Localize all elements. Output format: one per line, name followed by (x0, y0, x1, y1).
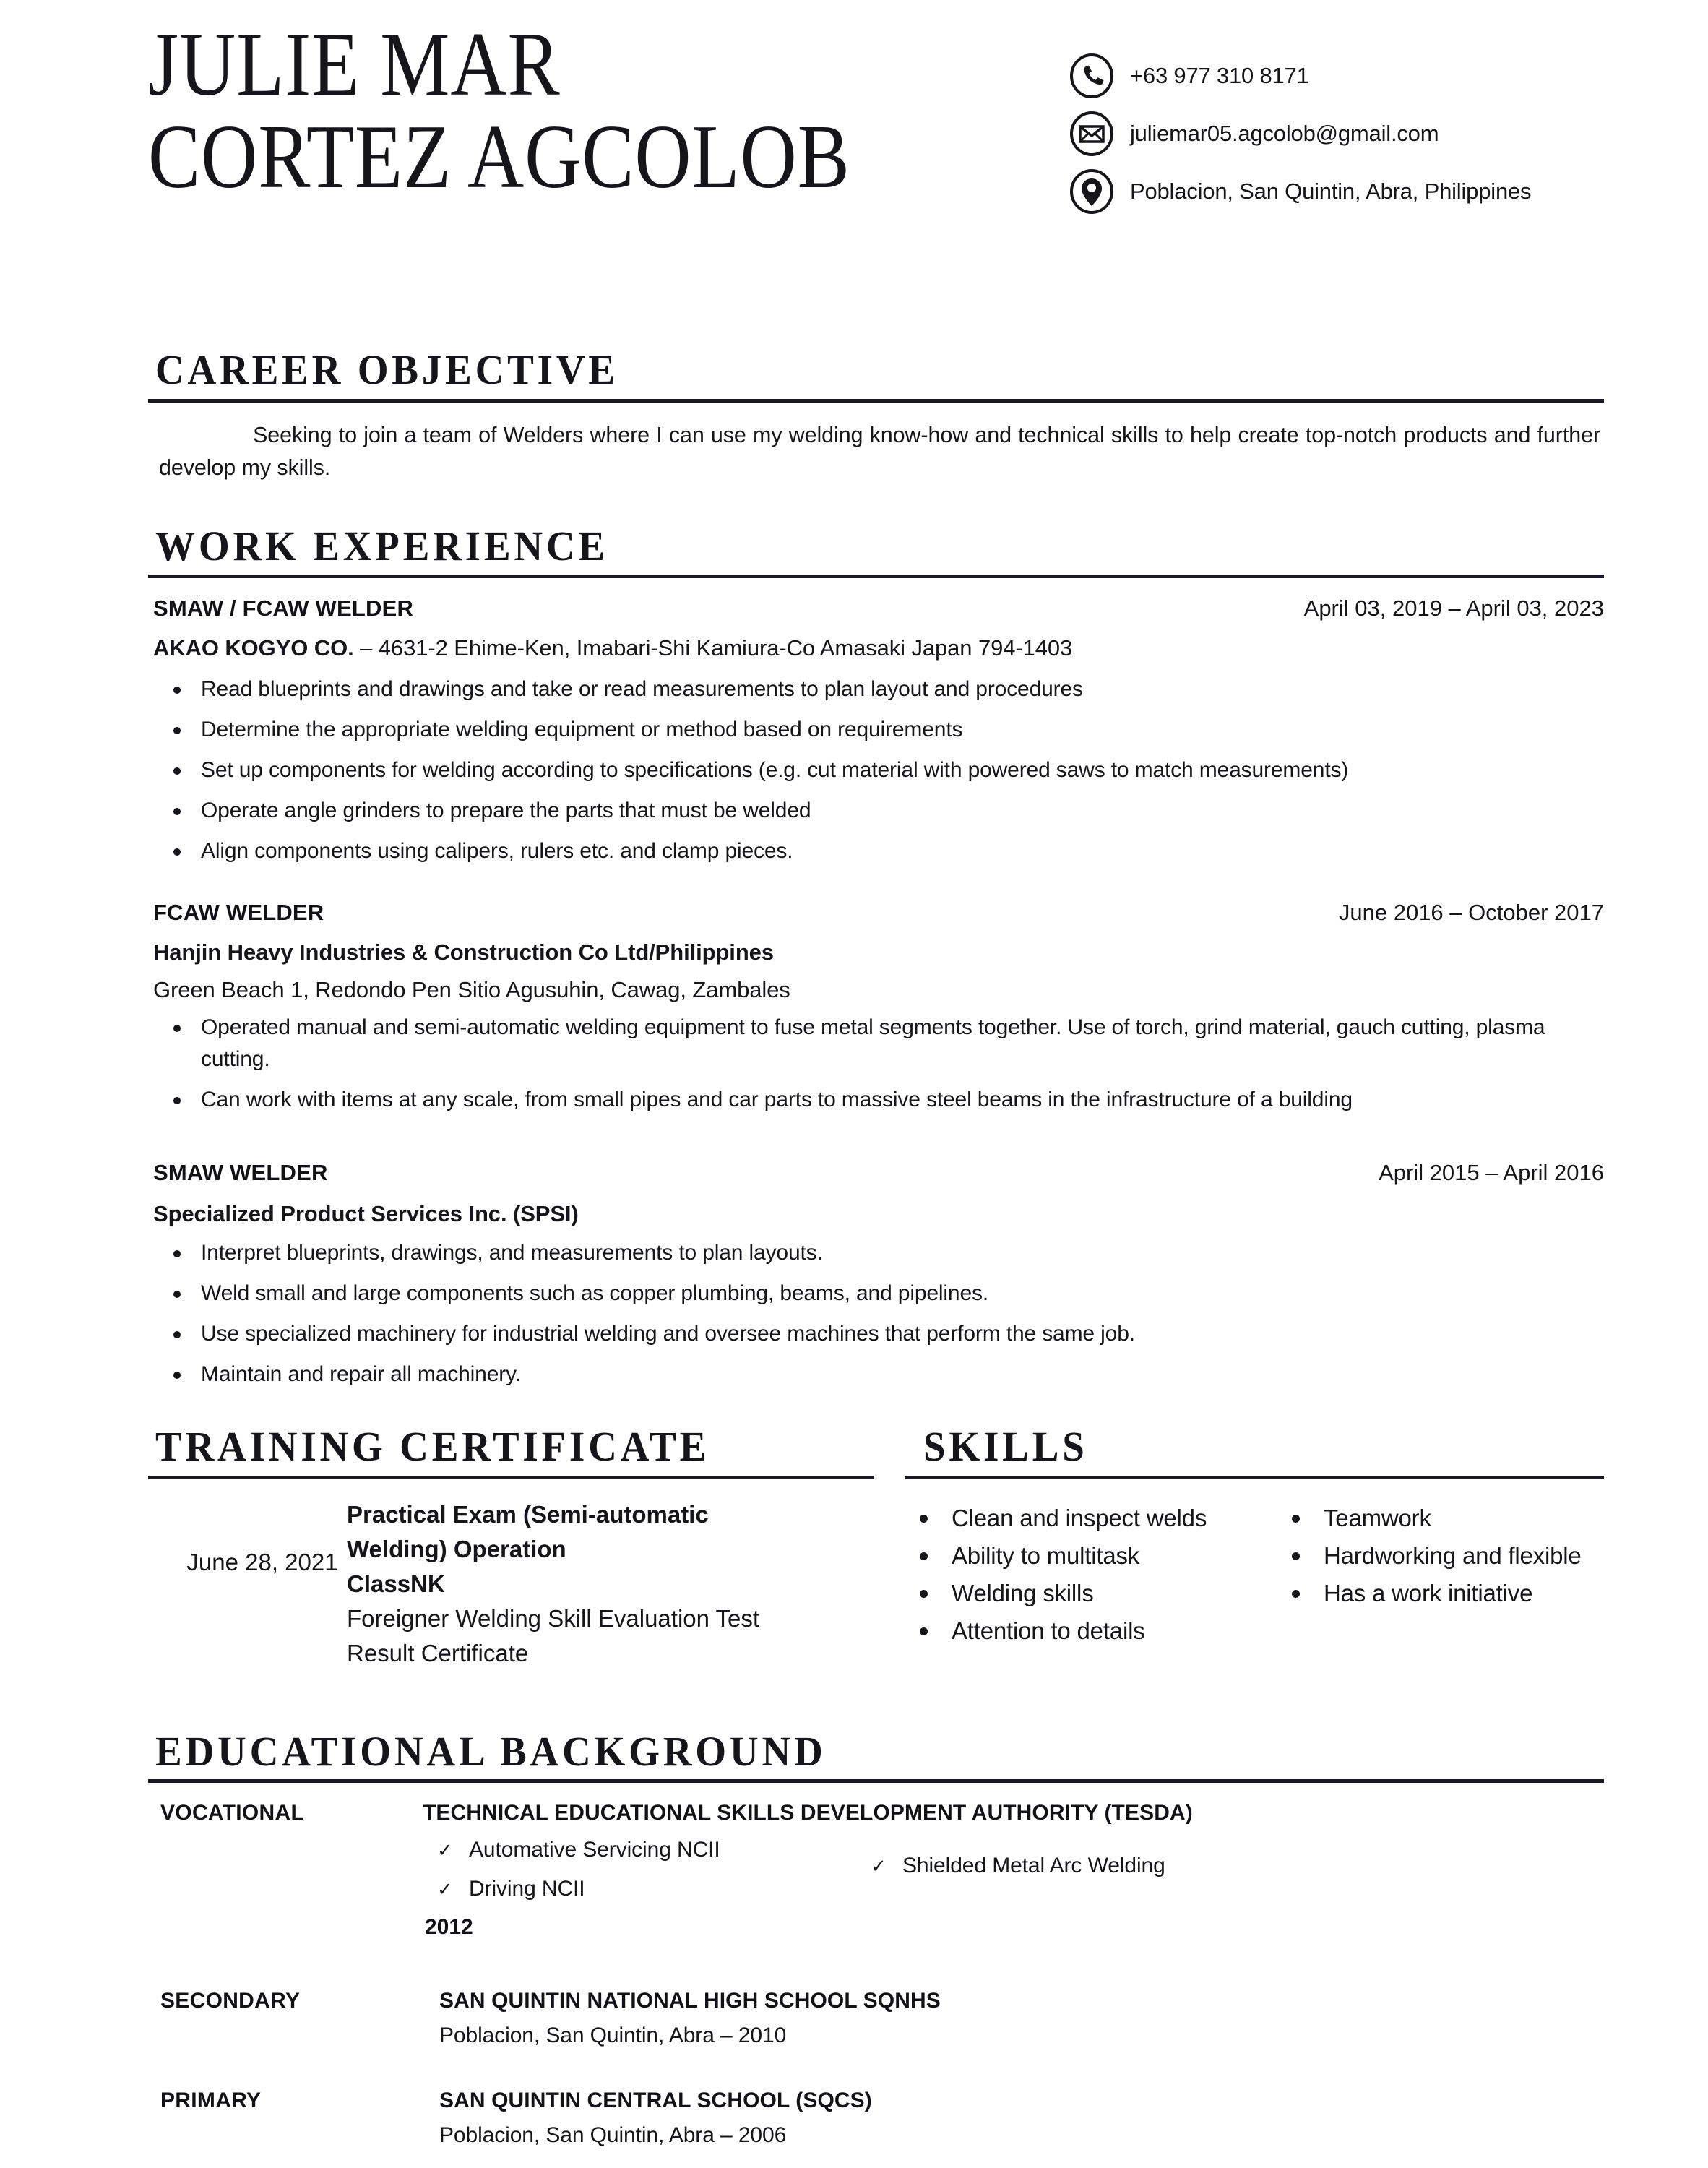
career-objective-text: Seeking to join a team of Welders where I can use my welding know-how and technical skills to help create top-notch products and further develop my skills. (159, 423, 1600, 480)
list-item: Attention to details (907, 1612, 1282, 1650)
job-title-0: SMAW / FCAW WELDER (153, 595, 414, 621)
training-certificate-details (347, 1497, 867, 1671)
candidate-name (148, 14, 1044, 215)
edu-address-primary: Poblacion, San Quintin, Abra – 2006 (439, 2123, 787, 2147)
name-line-last: CORTEZ AGCOLOB (148, 107, 850, 207)
job-title-1: FCAW WELDER (153, 900, 324, 925)
list-item: Set up components for welding according to specifications (e.g. cut material with powered saws to match measurements) (160, 754, 1598, 786)
contact-row-email[interactable] (1069, 114, 1633, 156)
name-line-first: JULIE MAR (148, 14, 561, 115)
edu-institution-secondary: SAN QUINTIN NATIONAL HIGH SCHOOL SQNHS (439, 1989, 941, 2013)
job-address-1: Green Beach 1, Redondo Pen Sitio Agusuhin, Cawag, Zambales (153, 977, 790, 1002)
training-line-0: Practical Exam (Semi-automatic (347, 1501, 709, 1528)
training-certificate-rule (148, 1476, 874, 1479)
envelope-icon (1069, 111, 1114, 156)
list-item: Clean and inspect welds (907, 1500, 1282, 1537)
skills-column-right (1279, 1500, 1611, 1612)
job-date-0: April 03, 2019 – April 03, 2023 (1303, 595, 1604, 621)
section-heading-skills: SKILLS (923, 1423, 1088, 1470)
edu-check-2: ✓ Shielded Metal Arc Welding (871, 1854, 1165, 1877)
check-icon: ✓ (437, 1878, 453, 1900)
list-item: Ability to multitask (907, 1537, 1282, 1575)
edu-label-secondary: SECONDARY (160, 1989, 301, 2013)
list-item: Use specialized machinery for industrial welding and oversee machines that perform the same job. (160, 1318, 1598, 1350)
job-bullets-0 (160, 674, 1598, 876)
edu-year-vocational: 2012 (425, 1915, 473, 1939)
contact-row-location (1069, 172, 1633, 214)
skills-column-left (907, 1500, 1282, 1650)
list-item: Has a work initiative (1279, 1575, 1611, 1612)
list-item: Determine the appropriate welding equipment or method based on requirements (160, 714, 1598, 746)
section-heading-career-objective: CAREER OBJECTIVE (155, 346, 618, 393)
section-heading-educational-background: EDUCATIONAL BACKGROUND (155, 1728, 827, 1775)
resume-header (0, 0, 1708, 304)
phone-icon (1069, 53, 1114, 98)
training-line-1: Welding) Operation (347, 1536, 566, 1562)
list-item: Can work with items at any scale, from small pipes and car parts to massive steel beams in the infrastructure of a building (160, 1084, 1598, 1116)
list-item: Hardworking and flexible (1279, 1537, 1611, 1575)
edu-address-secondary: Poblacion, San Quintin, Abra – 2010 (439, 2023, 787, 2047)
list-item: Interpret blueprints, drawings, and measurements to plan layouts. (160, 1237, 1598, 1269)
list-item: Weld small and large components such as copper plumbing, beams, and pipelines. (160, 1278, 1598, 1309)
list-item: Welding skills (907, 1575, 1282, 1612)
work-experience-rule (148, 575, 1604, 578)
list-item: Operate angle grinders to prepare the parts that must be welded (160, 795, 1598, 827)
job-org-address-0: – 4631-2 Ehime-Ken, Imabari-Shi Kamiura-Co Amasaki Japan 794-1403 (353, 635, 1073, 661)
edu-institution-primary: SAN QUINTIN CENTRAL SCHOOL (SQCS) (439, 2089, 872, 2112)
job-bullets-1 (160, 1012, 1598, 1124)
phone-value: +63 977 310 8171 (1130, 63, 1309, 88)
list-item: Maintain and repair all machinery. (160, 1359, 1598, 1390)
check-icon: ✓ (437, 1839, 453, 1861)
job-date-1: June 2016 – October 2017 (1338, 900, 1604, 925)
edu-check-0: ✓ Automative Servicing NCII (437, 1838, 720, 1862)
career-objective-rule (148, 399, 1604, 403)
list-item: Align components using calipers, rulers etc. and clamp pieces. (160, 835, 1598, 867)
job-title-2: SMAW WELDER (153, 1160, 328, 1185)
contact-row-phone[interactable] (1069, 56, 1633, 98)
section-heading-training-certificate: TRAINING CERTIFICATE (155, 1423, 710, 1470)
list-item: Read blueprints and drawings and take or read measurements to plan layout and procedures (160, 674, 1598, 705)
job-bullets-2 (160, 1237, 1598, 1399)
email-value: juliemar05.agcolob@gmail.com (1130, 121, 1439, 146)
contact-block (1069, 56, 1633, 230)
training-certificate-date: June 28, 2021 (186, 1549, 338, 1575)
location-value: Poblacion, San Quintin, Abra, Philippines (1130, 178, 1532, 204)
check-icon: ✓ (871, 1855, 887, 1877)
job-org-1: Hanjin Heavy Industries & Construction Co Ltd/Philippines (153, 939, 774, 965)
edu-label-primary: PRIMARY (160, 2089, 262, 2112)
training-line-4: Result Certificate (347, 1640, 529, 1666)
educational-background-rule (148, 1779, 1604, 1783)
section-heading-work-experience: WORK EXPERIENCE (155, 522, 608, 569)
skills-rule (905, 1476, 1604, 1479)
training-line-3: Foreigner Welding Skill Evaluation Test (347, 1605, 760, 1632)
job-org-name-0: AKAO KOGYO CO. (153, 635, 354, 661)
list-item: Operated manual and semi-automatic welding equipment to fuse metal segments together. Use of torch, grind material, gauch cutting, plasma cutting. (160, 1012, 1598, 1075)
list-item: Teamwork (1279, 1500, 1611, 1537)
job-date-2: April 2015 – April 2016 (1379, 1160, 1604, 1185)
job-org-2: Specialized Product Services Inc. (SPSI) (153, 1201, 579, 1226)
edu-label-vocational: VOCATIONAL (160, 1801, 305, 1825)
edu-institution-vocational: TECHNICAL EDUCATIONAL SKILLS DEVELOPMENT AUTHORITY (TESDA) (423, 1801, 1193, 1825)
edu-check-1: ✓ Driving NCII (437, 1877, 585, 1901)
location-pin-icon (1069, 169, 1114, 214)
training-line-2: ClassNK (347, 1570, 445, 1597)
job-org-0 (153, 632, 1526, 664)
